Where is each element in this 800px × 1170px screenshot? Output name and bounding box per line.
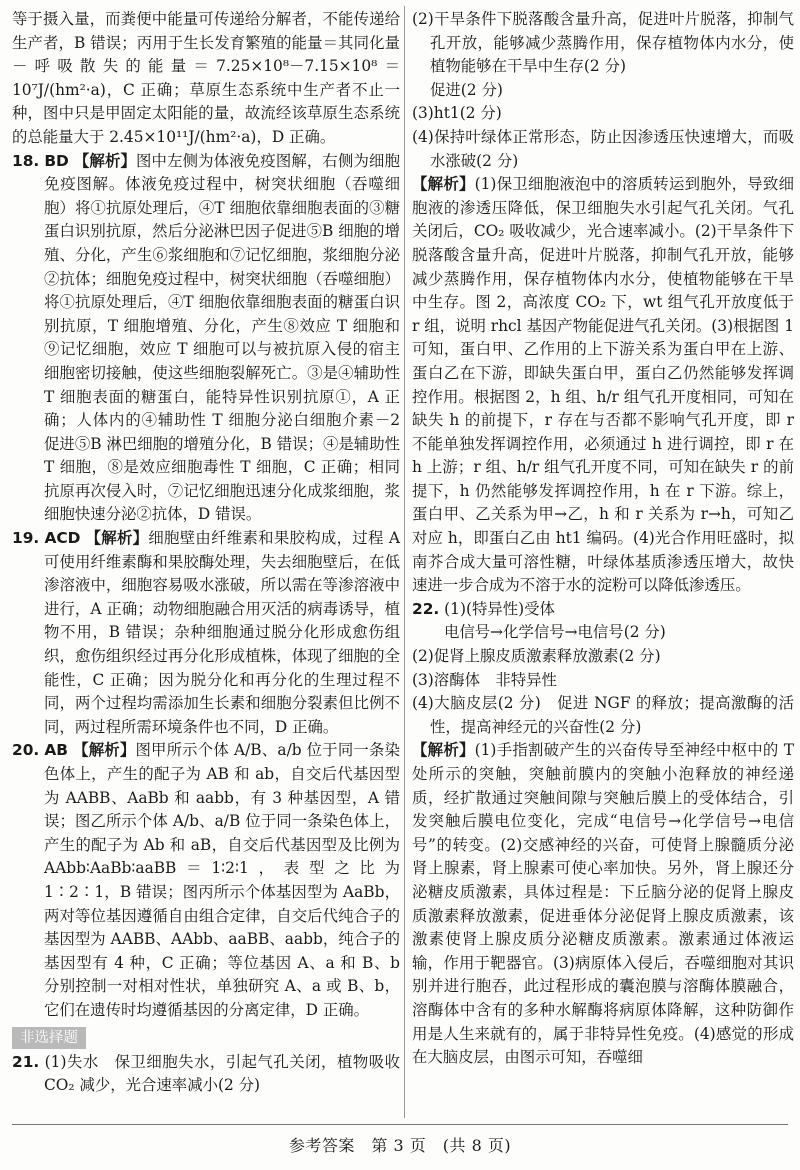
answer-text: (1)失水 保卫细胞失水，引起气孔关闭，植物吸收 CO₂ 减少，光合速率减小(2 分) (44, 1052, 400, 1095)
question-20 (12, 739, 400, 1022)
analysis-tag: 【解析】 (73, 741, 136, 760)
q17-continuation: 等于摄入量，而粪便中能量可传递给分解者，不能传递给生产者，B 错误；丙用于生长发育繁殖的能量＝其同化量－呼吸散失的能量＝7.25×10⁸－7.15×10⁸＝10⁷J/(hm²·a)，C 正确；草原生态系统中生产者不止一种，图中只是甲固定太阳能的量，故流经该草原生态系统的总能量大于 2.45×10¹¹J/(hm²·a)，D 正确。 (12, 10, 400, 146)
section-header-non-choice: 非选择题 (12, 1027, 86, 1049)
q22-analysis (412, 739, 794, 1069)
page-footer: 参考答案 第 3 页 (共 8 页) (288, 1136, 512, 1155)
q21-answer-4: (4)保持叶绿体正常形态，防止因渗透压快速增大，而吸水涨破(2 分) (412, 127, 794, 170)
answer-letters: AB (44, 741, 69, 760)
question-number: 20. (12, 741, 40, 760)
analysis-tag: 【解析】 (85, 529, 149, 548)
q22-answer-1b: 电信号→化学信号→电信号(2 分) (444, 623, 666, 642)
q21-analysis (412, 173, 794, 598)
answer-text: (1)(特异性)受体 (444, 599, 555, 618)
analysis-text: (1)保卫细胞液泡中的溶质转运到胞外，导致细胞液的渗透压降低，保卫细胞失水引起气孔关闭。气孔关闭后，CO₂ 吸收减少，光合速率减小。(2)干旱条件下脱落酸含量升高，促进叶片脱落，抑制气孔开放，能够减少蒸腾作用，保存植物体内水分，使植物能够在干旱中生存。图 2，高浓度 CO₂ 下，wt 组气孔开放度低于 r 组，说明 rhcl 基因产物能促进气孔关闭。(3)根据图 1 可知，蛋白甲、乙作用的上下游关系为蛋白甲在上游、蛋白乙在下游，即缺失蛋白甲，蛋白乙仍然能够发挥调控作用。根据图 2，h 组、h/r 组气孔开度相同，可知在缺失 h 的前提下，r 存在与否都不影响气孔开度，即 r 不能单独发挥调控作用，必须通过 h 进行调控，即 r 在 h 上游；r 组、h/r 组气孔开度不同，可知在缺失 r 的前提下，h 仍然能够发挥调控作用，h 在 r 下游。综上，蛋白甲、乙关系为甲→乙，h 和 r 关系为 r→h，可知乙对应 h，即蛋白乙由 ht1 编码。(4)光合作用旺盛时，拟南芥合成大量可溶性糖，叶绿体基质渗透压增大，故快速进一步合成为不溶于水的淀粉可以降低渗透压。 (412, 175, 794, 595)
q21-answer-3: (3)ht1(2 分) (412, 104, 502, 123)
right-column (412, 8, 794, 1070)
question-number: 19. (12, 529, 40, 548)
q21-answer-2: (2)干旱条件下脱落酸含量升高，促进叶片脱落，抑制气孔开放，能够减少蒸腾作用，保存植物体内水分，使植物能够在干旱中生存(2 分) (412, 10, 794, 76)
q21-answer-2b: 促进(2 分) (430, 80, 503, 99)
q22-answer-2: (2)促肾上腺皮质激素释放激素(2 分) (412, 647, 661, 666)
q22-answer-3: (3)溶酶体 非特异性 (412, 670, 557, 689)
question-19 (12, 527, 400, 739)
question-21-part1 (12, 1051, 400, 1098)
analysis-tag: 【解析】 (412, 175, 475, 194)
analysis-text: (1)手指割破产生的兴奋传导至神经中枢中的 T 处所示的突触，突触前膜内的突触小泡释放的神经递质，经扩散通过突触间隙与突触后膜上的受体结合，引发突触后膜电位变化，完成“电信号→化学信号→电信号”的转变。(2)交感神经的兴奋，可使肾上腺髓质分泌肾上腺素，肾上腺素可使心率加快。另外，肾上腺还分泌糖皮质激素，具体过程是：下丘脑分泌的促肾上腺皮质激素释放激素，促进垂体分泌促肾上腺皮质激素，该激素使肾上腺皮质分泌糖皮质激素。激素通过体液运输，作用于靶器官。(3)病原体入侵后，吞噬细胞对其识别并进行胞吞，此过程形成的囊泡膜与溶酶体膜融合，溶酶体中含有的多种水解酶将病原体降解，这种防御作用是人生来就有的，属于非特异性免疫。(4)感觉的形成在大脑皮层，由图示可知，吞噬细 (412, 741, 794, 1067)
footer-rule (12, 1124, 788, 1125)
question-number: 22. (412, 599, 440, 618)
answer-letters: BD (44, 151, 69, 170)
analysis-tag: 【解析】 (73, 151, 137, 170)
q22-answer-4: (4)大脑皮层(2 分) 促进 NGF 的释放；提高激酶的活性，提高神经元的兴奋性(2 分) (412, 694, 794, 736)
question-number: 21. (12, 1052, 40, 1071)
question-number: 18. (12, 151, 40, 170)
answer-letters: ACD (44, 529, 81, 548)
left-column (12, 8, 400, 1098)
analysis-text: 细胞壁由纤维素和果胶构成，过程 A 可使用纤维素酶和果胶酶处理，失去细胞壁后，在低渗溶液中，细胞容易吸水涨破，所以需在等渗溶液中进行，A 正确；动物细胞融合用灭活的病毒诱导，植物不用，B 错误；杂种细胞通过脱分化形成愈伤组织，愈伤组织经过再分化形成植株，体现了细胞的全能性，C 正确；因为脱分化和再分化的生理过程不同，两个过程均需添加生长素和细胞分裂素但比例不同，两过程所需环境条件也不同，D 正确。 (44, 529, 400, 736)
question-18 (12, 150, 400, 528)
analysis-text: 图中左侧为体液免疫图解，右侧为细胞免疫图解。体液免疫过程中，树突状细胞（吞噬细胞）将①抗原处理后，④T 细胞依靠细胞表面的③糖蛋白识别抗原，然后分泌淋巴因子促进⑤B 细胞的增殖、分化，产生⑥浆细胞和⑦记忆细胞，浆细胞分泌②抗体；细胞免疫过程中，树突状细胞（吞噬细胞）将①抗原处理后，④T 细胞依靠细胞表面的糖蛋白识别抗原，T 细胞增殖、分化，产生⑧效应 T 细胞和⑨记忆细胞，效应 T 细胞可以与被抗原入侵的宿主细胞密切接触，使这些细胞裂解死亡。③是④辅助性 T 细胞表面的糖蛋白，能特异性识别抗原①，A 正确；人体内的④辅助性 T 细胞分泌白细胞介素－2 促进⑤B 淋巴细胞的增殖分化，B 错误；④是辅助性 T 细胞，⑧是效应细胞毒性 T 细胞，C 正确；相同抗原再次侵入时，⑦记忆细胞迅速分化成浆细胞，浆细胞快速分泌②抗体，D 错误。 (44, 151, 400, 524)
analysis-tag: 【解析】 (412, 741, 475, 760)
analysis-text: 图甲所示个体 A/B、a/b 位于同一条染色体上，产生的配子为 AB 和 ab，自交后代基因型为 AABB、AaBb 和 aabb，有 3 种基因型，A 错误；图乙所示个体 A/b、a/B 位于同一条染色体上，产生的配子为 Ab 和 aB，自交后代基因型及比例为 AAbb∶AaBb∶aaBB＝1∶2∶1，表型之比为 1∶2∶1，B 错误；图丙所示个体基因型为 AaBb，两对等位基因遵循自由组合定律，自交后代纯合子的基因型为 AABB、AAbb、aaBB、aabb，纯合子的基因型有 4 种，C 正确；等位基因 A、a 和 B、b 分别控制一对相对性状，单独研究 A、a 或 B、b，它们在遗传时均遵循基因的分离定律，D 正确。 (44, 741, 400, 1019)
question-22-part1 (412, 598, 794, 622)
column-divider (404, 6, 405, 1118)
